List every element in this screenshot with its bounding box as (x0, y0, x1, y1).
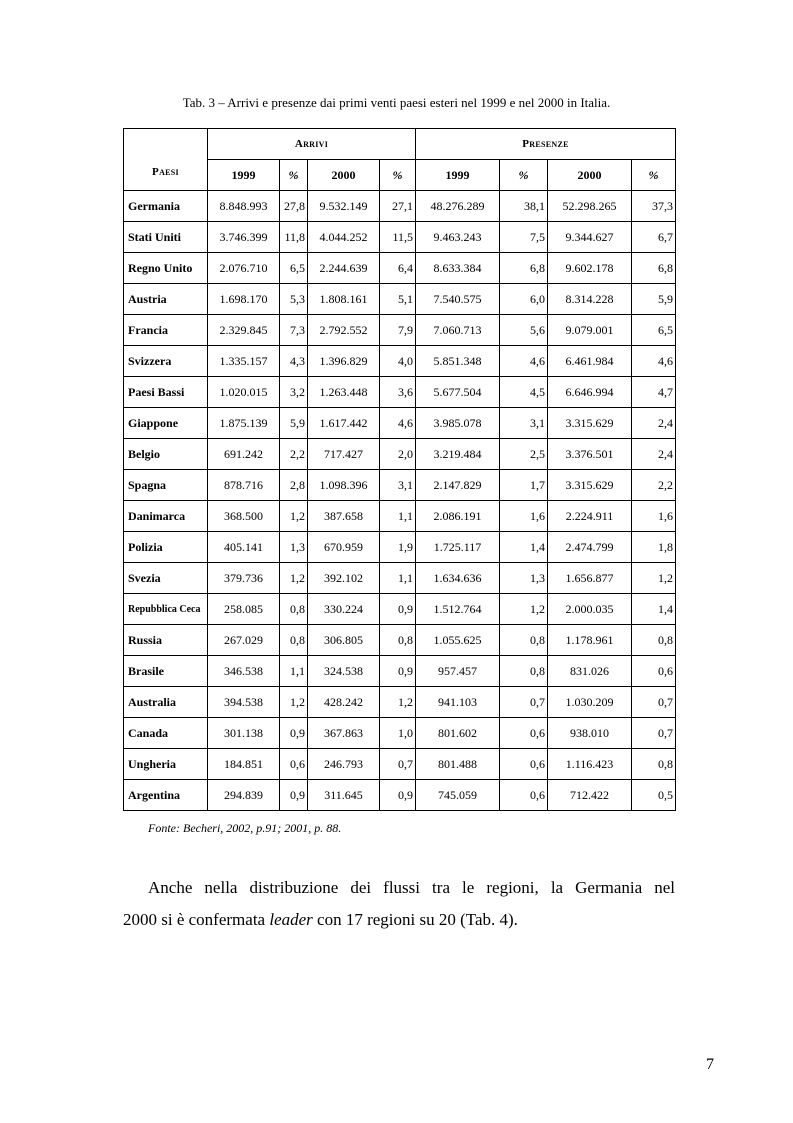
country-cell: Spagna (124, 470, 208, 501)
value-cell-pp2: 4,6 (632, 346, 676, 377)
value-cell-a2000: 1.396.829 (308, 346, 380, 377)
value-cell-pp1: 5,6 (500, 315, 548, 346)
value-cell-pp2: 0,8 (632, 625, 676, 656)
page-number: 7 (706, 1056, 714, 1073)
value-cell-p2000: 2.224.911 (548, 501, 632, 532)
value-cell-ap1: 5,3 (280, 284, 308, 315)
table-row (124, 284, 676, 315)
value-cell-ap1: 11,8 (280, 222, 308, 253)
country-cell: Svezia (124, 563, 208, 594)
country-cell: Russia (124, 625, 208, 656)
value-cell-ap1: 27,8 (280, 191, 308, 222)
value-cell-p2000: 1.656.877 (548, 563, 632, 594)
value-cell-pp2: 1,6 (632, 501, 676, 532)
value-cell-p2000: 2.474.799 (548, 532, 632, 563)
country-header: Paesi (124, 129, 208, 191)
value-cell-pp2: 2,4 (632, 408, 676, 439)
table-row (124, 346, 676, 377)
table-row (124, 470, 676, 501)
value-cell-ap1: 1,1 (280, 656, 308, 687)
value-cell-pp2: 0,7 (632, 718, 676, 749)
value-cell-pp1: 1,6 (500, 501, 548, 532)
country-cell: Regno Unito (124, 253, 208, 284)
value-cell-a2000: 2.792.552 (308, 315, 380, 346)
table-row (124, 656, 676, 687)
value-cell-ap2: 1,1 (380, 563, 416, 594)
country-cell: Repubblica Ceca (124, 594, 208, 625)
value-cell-p1999: 1.725.117 (416, 532, 500, 563)
arrivi-2000-pct-header: % (380, 160, 416, 191)
value-cell-p1999: 1.055.625 (416, 625, 500, 656)
value-cell-a2000: 306.805 (308, 625, 380, 656)
paragraph-emphasis: leader (269, 910, 313, 929)
value-cell-p1999: 745.059 (416, 780, 500, 811)
value-cell-ap1: 0,6 (280, 749, 308, 780)
table-row (124, 780, 676, 811)
paragraph-text: con 17 regioni su 20 (Tab. 4). (312, 910, 518, 929)
country-cell: Germania (124, 191, 208, 222)
value-cell-pp2: 2,2 (632, 470, 676, 501)
country-cell: Danimarca (124, 501, 208, 532)
value-cell-p2000: 2.000.035 (548, 594, 632, 625)
value-cell-p2000: 9.344.627 (548, 222, 632, 253)
value-cell-ap1: 1,2 (280, 563, 308, 594)
country-cell: Brasile (124, 656, 208, 687)
value-cell-p1999: 941.103 (416, 687, 500, 718)
value-cell-p2000: 712.422 (548, 780, 632, 811)
value-cell-ap2: 4,0 (380, 346, 416, 377)
value-cell-ap2: 5,1 (380, 284, 416, 315)
table-body (124, 191, 676, 811)
value-cell-p2000: 9.079.001 (548, 315, 632, 346)
country-cell: Svizzera (124, 346, 208, 377)
value-cell-ap2: 3,6 (380, 377, 416, 408)
value-cell-ap1: 0,9 (280, 718, 308, 749)
value-cell-a2000: 246.793 (308, 749, 380, 780)
value-cell-a1999: 184.851 (208, 749, 280, 780)
value-cell-pp2: 6,8 (632, 253, 676, 284)
table-row (124, 222, 676, 253)
value-cell-p2000: 1.178.961 (548, 625, 632, 656)
presenze-2000-header: 2000 (548, 160, 632, 191)
value-cell-a1999: 2.329.845 (208, 315, 280, 346)
presenze-1999-pct-header: % (500, 160, 548, 191)
arrivi-1999-pct-header: % (280, 160, 308, 191)
value-cell-ap1: 2,8 (280, 470, 308, 501)
value-cell-ap2: 4,6 (380, 408, 416, 439)
value-cell-a2000: 9.532.149 (308, 191, 380, 222)
value-cell-ap2: 0,9 (380, 780, 416, 811)
value-cell-p2000: 3.315.629 (548, 408, 632, 439)
value-cell-a2000: 311.645 (308, 780, 380, 811)
value-cell-p1999: 3.985.078 (416, 408, 500, 439)
arrivi-2000-header: 2000 (308, 160, 380, 191)
value-cell-p1999: 801.488 (416, 749, 500, 780)
value-cell-pp1: 0,8 (500, 656, 548, 687)
country-cell: Argentina (124, 780, 208, 811)
value-cell-a1999: 1.335.157 (208, 346, 280, 377)
table-row (124, 377, 676, 408)
value-cell-ap2: 11,5 (380, 222, 416, 253)
table-row (124, 253, 676, 284)
value-cell-ap1: 0,8 (280, 594, 308, 625)
value-cell-a1999: 368.500 (208, 501, 280, 532)
country-cell: Canada (124, 718, 208, 749)
value-cell-p2000: 831.026 (548, 656, 632, 687)
table-row (124, 501, 676, 532)
value-cell-pp1: 0,6 (500, 780, 548, 811)
value-cell-ap1: 6,5 (280, 253, 308, 284)
value-cell-a2000: 1.098.396 (308, 470, 380, 501)
value-cell-p1999: 5.677.504 (416, 377, 500, 408)
value-cell-pp1: 0,6 (500, 718, 548, 749)
value-cell-pp1: 38,1 (500, 191, 548, 222)
value-cell-a2000: 330.224 (308, 594, 380, 625)
value-cell-pp1: 3,1 (500, 408, 548, 439)
value-cell-ap1: 5,9 (280, 408, 308, 439)
table-row (124, 563, 676, 594)
value-cell-p2000: 52.298.265 (548, 191, 632, 222)
table-row (124, 532, 676, 563)
value-cell-pp1: 0,8 (500, 625, 548, 656)
table-row (124, 408, 676, 439)
value-cell-a2000: 717.427 (308, 439, 380, 470)
value-cell-pp2: 5,9 (632, 284, 676, 315)
value-cell-pp1: 2,5 (500, 439, 548, 470)
value-cell-ap1: 0,8 (280, 625, 308, 656)
arrivi-1999-header: 1999 (208, 160, 280, 191)
value-cell-a2000: 4.044.252 (308, 222, 380, 253)
value-cell-a1999: 379.736 (208, 563, 280, 594)
value-cell-ap1: 2,2 (280, 439, 308, 470)
value-cell-p1999: 1.634.636 (416, 563, 500, 594)
value-cell-p1999: 7.540.575 (416, 284, 500, 315)
table-row (124, 191, 676, 222)
value-cell-pp1: 0,7 (500, 687, 548, 718)
value-cell-a1999: 294.839 (208, 780, 280, 811)
value-cell-p2000: 3.376.501 (548, 439, 632, 470)
value-cell-a1999: 2.076.710 (208, 253, 280, 284)
value-cell-p1999: 1.512.764 (416, 594, 500, 625)
value-cell-p2000: 3.315.629 (548, 470, 632, 501)
value-cell-pp1: 4,6 (500, 346, 548, 377)
value-cell-a1999: 405.141 (208, 532, 280, 563)
body-paragraph (123, 872, 675, 936)
value-cell-p1999: 48.276.289 (416, 191, 500, 222)
value-cell-a1999: 394.538 (208, 687, 280, 718)
value-cell-ap1: 4,3 (280, 346, 308, 377)
value-cell-p1999: 5.851.348 (416, 346, 500, 377)
value-cell-a1999: 8.848.993 (208, 191, 280, 222)
country-cell: Giappone (124, 408, 208, 439)
value-cell-pp1: 1,7 (500, 470, 548, 501)
arrivi-header: Arrivi (208, 129, 416, 160)
table-row (124, 625, 676, 656)
country-cell: Polizia (124, 532, 208, 563)
value-cell-pp1: 1,3 (500, 563, 548, 594)
value-cell-pp2: 1,2 (632, 563, 676, 594)
value-cell-pp2: 0,5 (632, 780, 676, 811)
table-row (124, 315, 676, 346)
value-cell-pp1: 0,6 (500, 749, 548, 780)
value-cell-pp1: 7,5 (500, 222, 548, 253)
value-cell-ap2: 7,9 (380, 315, 416, 346)
value-cell-pp2: 0,6 (632, 656, 676, 687)
value-cell-p2000: 1.030.209 (548, 687, 632, 718)
value-cell-a1999: 258.085 (208, 594, 280, 625)
country-cell: Austria (124, 284, 208, 315)
value-cell-a2000: 1.808.161 (308, 284, 380, 315)
value-cell-a2000: 428.242 (308, 687, 380, 718)
value-cell-p2000: 6.646.994 (548, 377, 632, 408)
value-cell-pp1: 1,4 (500, 532, 548, 563)
value-cell-ap2: 0,9 (380, 594, 416, 625)
value-cell-ap2: 1,0 (380, 718, 416, 749)
table-row (124, 439, 676, 470)
value-cell-a1999: 346.538 (208, 656, 280, 687)
value-cell-a2000: 1.617.442 (308, 408, 380, 439)
value-cell-a1999: 3.746.399 (208, 222, 280, 253)
table-row (124, 749, 676, 780)
value-cell-pp2: 1,4 (632, 594, 676, 625)
value-cell-p2000: 8.314.228 (548, 284, 632, 315)
value-cell-a2000: 367.863 (308, 718, 380, 749)
value-cell-p1999: 2.086.191 (416, 501, 500, 532)
value-cell-a1999: 1.698.170 (208, 284, 280, 315)
value-cell-a1999: 267.029 (208, 625, 280, 656)
value-cell-ap2: 1,2 (380, 687, 416, 718)
value-cell-p1999: 7.060.713 (416, 315, 500, 346)
value-cell-p2000: 9.602.178 (548, 253, 632, 284)
value-cell-p1999: 2.147.829 (416, 470, 500, 501)
value-cell-ap2: 0,8 (380, 625, 416, 656)
value-cell-pp2: 6,7 (632, 222, 676, 253)
value-cell-a1999: 301.138 (208, 718, 280, 749)
value-cell-a2000: 387.658 (308, 501, 380, 532)
value-cell-a2000: 670.959 (308, 532, 380, 563)
value-cell-ap1: 3,2 (280, 377, 308, 408)
value-cell-pp2: 2,4 (632, 439, 676, 470)
value-cell-pp1: 6,8 (500, 253, 548, 284)
value-cell-a2000: 1.263.448 (308, 377, 380, 408)
value-cell-pp1: 4,5 (500, 377, 548, 408)
value-cell-p1999: 9.463.243 (416, 222, 500, 253)
presenze-2000-pct-header: % (632, 160, 676, 191)
table-row (124, 718, 676, 749)
table-row (124, 594, 676, 625)
value-cell-p2000: 6.461.984 (548, 346, 632, 377)
table-row (124, 687, 676, 718)
value-cell-ap1: 1,2 (280, 501, 308, 532)
value-cell-ap2: 3,1 (380, 470, 416, 501)
country-cell: Paesi Bassi (124, 377, 208, 408)
value-cell-pp2: 6,5 (632, 315, 676, 346)
paragraph-line-2 (123, 910, 518, 929)
table-source: Fonte: Becheri, 2002, p.91; 2001, p. 88. (148, 821, 342, 835)
arrivals-table (123, 128, 676, 811)
value-cell-pp2: 0,7 (632, 687, 676, 718)
value-cell-ap2: 0,7 (380, 749, 416, 780)
value-cell-pp2: 1,8 (632, 532, 676, 563)
value-cell-p1999: 801.602 (416, 718, 500, 749)
value-cell-p2000: 938.010 (548, 718, 632, 749)
country-cell: Ungheria (124, 749, 208, 780)
value-cell-a2000: 392.102 (308, 563, 380, 594)
value-cell-ap1: 0,9 (280, 780, 308, 811)
value-cell-ap2: 1,9 (380, 532, 416, 563)
value-cell-a2000: 324.538 (308, 656, 380, 687)
value-cell-ap2: 27,1 (380, 191, 416, 222)
country-cell: Belgio (124, 439, 208, 470)
value-cell-pp2: 37,3 (632, 191, 676, 222)
value-cell-a1999: 1.875.139 (208, 408, 280, 439)
paragraph-line-1: Anche nella distribuzione dei flussi tra le regioni, la Germania nel (148, 878, 675, 897)
presenze-header: Presenze (416, 129, 676, 160)
value-cell-pp2: 4,7 (632, 377, 676, 408)
paragraph-text: 2000 si è confermata (123, 910, 270, 929)
value-cell-ap1: 1,3 (280, 532, 308, 563)
value-cell-p1999: 957.457 (416, 656, 500, 687)
country-cell: Stati Uniti (124, 222, 208, 253)
country-cell: Francia (124, 315, 208, 346)
value-cell-p1999: 3.219.484 (416, 439, 500, 470)
value-cell-ap1: 7,3 (280, 315, 308, 346)
value-cell-p1999: 8.633.384 (416, 253, 500, 284)
value-cell-a2000: 2.244.639 (308, 253, 380, 284)
value-cell-pp1: 6,0 (500, 284, 548, 315)
value-cell-ap1: 1,2 (280, 687, 308, 718)
value-cell-pp2: 0,8 (632, 749, 676, 780)
value-cell-a1999: 1.020.015 (208, 377, 280, 408)
value-cell-ap2: 6,4 (380, 253, 416, 284)
value-cell-ap2: 2,0 (380, 439, 416, 470)
value-cell-ap2: 0,9 (380, 656, 416, 687)
value-cell-ap2: 1,1 (380, 501, 416, 532)
value-cell-pp1: 1,2 (500, 594, 548, 625)
presenze-1999-header: 1999 (416, 160, 500, 191)
country-cell: Australia (124, 687, 208, 718)
value-cell-a1999: 691.242 (208, 439, 280, 470)
table-caption: Tab. 3 – Arrivi e presenze dai primi venti paesi esteri nel 1999 e nel 2000 in Italia. (182, 95, 611, 110)
value-cell-p2000: 1.116.423 (548, 749, 632, 780)
value-cell-a1999: 878.716 (208, 470, 280, 501)
